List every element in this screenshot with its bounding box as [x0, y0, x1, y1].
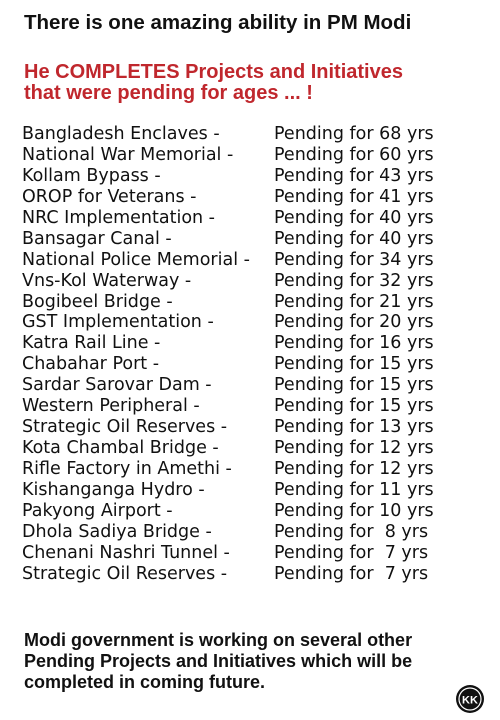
- project-status: Pending for 40 yrs: [274, 207, 434, 228]
- project-name: National War Memorial -: [22, 144, 234, 165]
- project-list: [22, 124, 492, 585]
- project-row: [22, 312, 492, 333]
- project-name: NRC Implementation -: [22, 207, 215, 228]
- project-name: Sardar Sarovar Dam -: [22, 375, 212, 396]
- project-name: Rifle Factory in Amethi -: [22, 459, 232, 479]
- project-status: Pending for 13 yrs: [274, 417, 434, 438]
- project-row: [22, 354, 492, 375]
- project-name: National Police Memorial -: [22, 249, 250, 270]
- project-row: [22, 417, 492, 438]
- project-status: Pending for 21 yrs: [274, 291, 434, 312]
- project-status: Pending for 40 yrs: [274, 228, 434, 249]
- project-name: Chabahar Port -: [22, 354, 160, 375]
- project-row: [22, 375, 492, 396]
- footer-line-1: Modi government is working on several other: [24, 630, 413, 650]
- project-status: Pending for 8 yrs: [274, 521, 429, 542]
- project-status: Pending for 16 yrs: [274, 333, 434, 354]
- project-status: Pending for 32 yrs: [274, 270, 434, 291]
- project-name: Katra Rail Line -: [22, 333, 161, 354]
- project-row: [22, 480, 492, 501]
- footer-text: [24, 630, 494, 693]
- project-status: Pending for 7 yrs: [274, 563, 429, 584]
- project-row: [22, 543, 492, 564]
- project-name: OROP for Veterans -: [22, 186, 197, 207]
- subheadline-line-1: He COMPLETES Projects and Initiatives: [24, 61, 403, 83]
- project-status: Pending for 15 yrs: [274, 375, 434, 396]
- project-status: Pending for 7 yrs: [274, 542, 429, 563]
- project-row: [22, 459, 492, 480]
- subheadline-line-2: that were pending for ages ... !: [24, 82, 313, 104]
- project-row: [22, 396, 492, 417]
- project-name: Bangladesh Enclaves -: [22, 124, 220, 144]
- project-name: Kishanganga Hydro -: [22, 479, 205, 500]
- subheadline: [24, 62, 484, 104]
- project-row: [22, 438, 492, 459]
- project-status: Pending for 11 yrs: [274, 479, 434, 500]
- project-status: Pending for 12 yrs: [274, 438, 434, 459]
- project-status: Pending for 20 yrs: [274, 312, 434, 333]
- project-name: GST Implementation -: [22, 312, 214, 333]
- project-name: Chenani Nashri Tunnel -: [22, 542, 230, 563]
- project-status: Pending for 12 yrs: [274, 459, 434, 479]
- kk-badge-icon: [455, 684, 485, 714]
- headline: There is one amazing ability in PM Modi: [24, 11, 412, 34]
- project-name: Bogibeel Bridge -: [22, 291, 173, 312]
- footer-line-2: Pending Projects and Initiatives which will be: [24, 651, 413, 671]
- project-status: Pending for 41 yrs: [274, 186, 434, 207]
- project-name: Strategic Oil Reserves -: [22, 417, 228, 438]
- project-row: [22, 564, 492, 585]
- project-row: [22, 229, 492, 250]
- project-name: Kollam Bypass -: [22, 165, 161, 186]
- project-name: Dhola Sadiya Bridge -: [22, 521, 212, 542]
- project-row: [22, 145, 492, 166]
- project-status: Pending for 15 yrs: [274, 354, 434, 375]
- project-row: [22, 501, 492, 522]
- logo-text: KK: [462, 694, 478, 707]
- project-name: Vns-Kol Waterway -: [22, 270, 192, 291]
- project-row: [22, 333, 492, 354]
- project-status: Pending for 34 yrs: [274, 249, 434, 270]
- project-status: Pending for 60 yrs: [274, 144, 434, 165]
- project-row: [22, 187, 492, 208]
- project-row: [22, 271, 492, 292]
- project-status: Pending for 10 yrs: [274, 500, 434, 521]
- project-row: [22, 208, 492, 229]
- project-status: Pending for 68 yrs: [274, 124, 434, 144]
- project-status: Pending for 15 yrs: [274, 396, 434, 417]
- project-row: [22, 124, 492, 145]
- project-row: [22, 522, 492, 543]
- project-name: Pakyong Airport -: [22, 500, 173, 521]
- project-status: Pending for 43 yrs: [274, 165, 434, 186]
- project-name: Western Peripheral -: [22, 396, 200, 417]
- project-name: Bansagar Canal -: [22, 228, 172, 249]
- project-name: Kota Chambal Bridge -: [22, 438, 219, 459]
- project-row: [22, 250, 492, 271]
- project-name: Strategic Oil Reserves -: [22, 563, 228, 584]
- project-row: [22, 166, 492, 187]
- footer-line-3: completed in coming future.: [24, 672, 266, 692]
- project-row: [22, 292, 492, 313]
